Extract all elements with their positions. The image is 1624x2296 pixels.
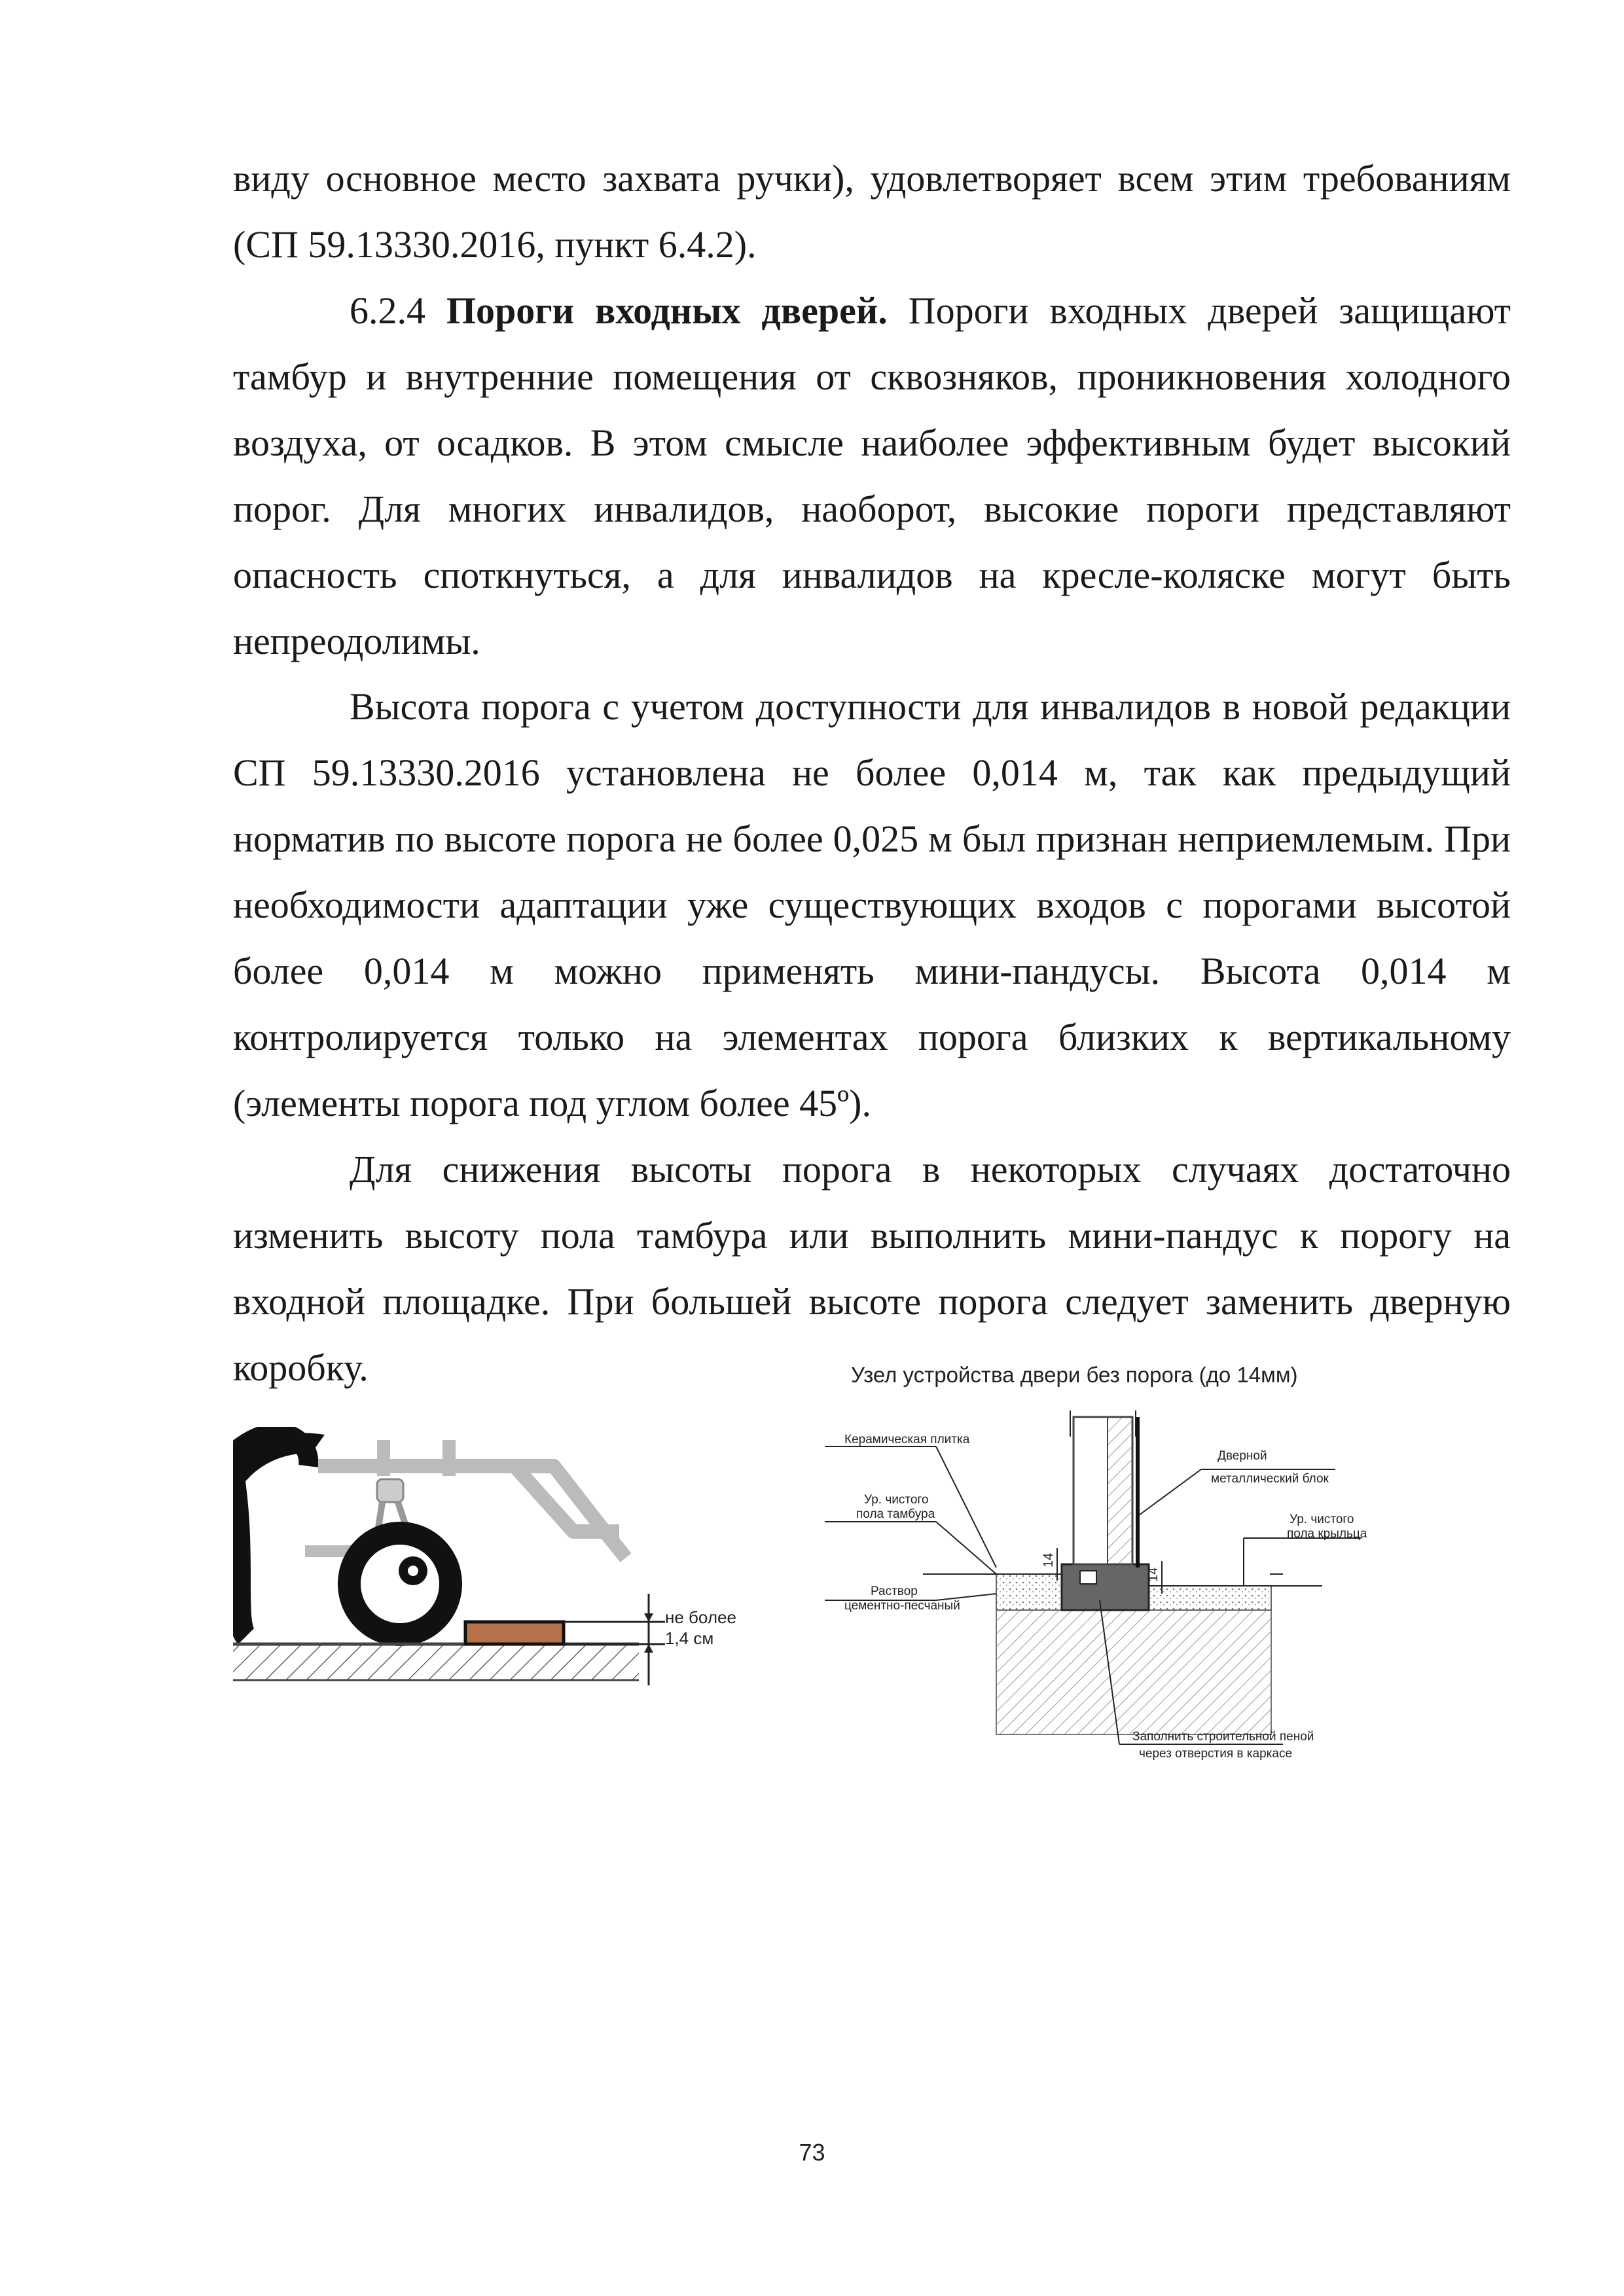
label-porch-1: Ур. чистого	[1290, 1513, 1354, 1526]
paragraph-4-text: Для снижения высоты порога в некоторых случаях достаточно изменить высоту пола тамбура или выполнить мини-пандус к порогу на входной площадке. При большей высоте порога следует заменить дверную коробку.	[233, 1148, 1511, 1389]
label-foam-1: Заполнить строительной пеной	[1132, 1730, 1314, 1744]
section-heading: Пороги входных дверей.	[446, 289, 888, 332]
threshold-label-2: 1,4 см	[665, 1628, 714, 1648]
label-mortar-1: Раствор	[871, 1585, 918, 1598]
paragraph-3	[233, 673, 1511, 1136]
mortar-layer-left	[996, 1574, 1062, 1610]
paragraph-2-body: Пороги входных дверей защищают тамбур и внутренние помещения от сквозняков, проникновения холодного воздуха, от осадков. В этом смысле наиболее эффективным будет высокий порог. Для многих инвалидов, наоборот, высокие пороги представляют опасность споткнуться, а для инвалидов на кресле-коляске могут быть непреодолимы.	[233, 289, 1511, 662]
ground-hatch	[233, 1644, 639, 1680]
door-frame-block	[1062, 1564, 1149, 1610]
mortar-layer-right	[1149, 1586, 1271, 1610]
label-mortar-2: цементно-песчаный	[844, 1599, 960, 1613]
label-tile: Керамическая плитка	[844, 1433, 970, 1446]
page-number: 73	[799, 2139, 825, 2166]
label-door-2-visible: металлический блок	[1211, 1472, 1329, 1486]
paragraph-1	[233, 145, 1511, 278]
dim-left-label: 14	[1041, 1552, 1056, 1568]
concrete-base	[996, 1610, 1271, 1734]
label-vestibule-1: Ур. чистого	[864, 1493, 929, 1507]
figure-title: Узел устройства двери без порога (до 14мм)	[851, 1363, 1298, 1387]
section-number: 6.2.4	[350, 289, 446, 332]
label-door-1: Дверной	[1218, 1449, 1267, 1463]
paragraph-3-text: Высота порога с учетом доступности для инвалидов в новой редакции СП 59.13330.2016 установлена не более 0,014 м, так как предыдущий норматив по высоте порога не более 0,025 м был признан неприемлемым. При необходимости адаптации уже существующих входов с порогами высотой более 0,014 м можно применять мини-пандусы. Высота 0,014 м контролируется только на элементах порога близких к вертикальному (элементы порога под углом более 45º).	[233, 685, 1511, 1124]
paragraph-1-text: виду основное место захвата ручки), удовлетворяет всем этим требованиям (СП 59.13330.2016, пункт 6.4.2).	[233, 157, 1511, 266]
dim-right-label: 14	[1146, 1567, 1161, 1582]
threshold-label-1: не более	[665, 1607, 736, 1627]
label-foam-2: через отверстия в каркасе	[1139, 1747, 1293, 1761]
label-vestibule-2: пола тамбура	[856, 1507, 935, 1521]
paragraph-2	[233, 278, 1511, 674]
threshold-block	[465, 1622, 564, 1644]
label-porch-2: пола крыльца	[1287, 1527, 1367, 1541]
wheelchair-threshold-figure	[233, 1427, 757, 1689]
door-detail-figure	[825, 1352, 1401, 1770]
paragraph-2-text	[233, 278, 1511, 674]
